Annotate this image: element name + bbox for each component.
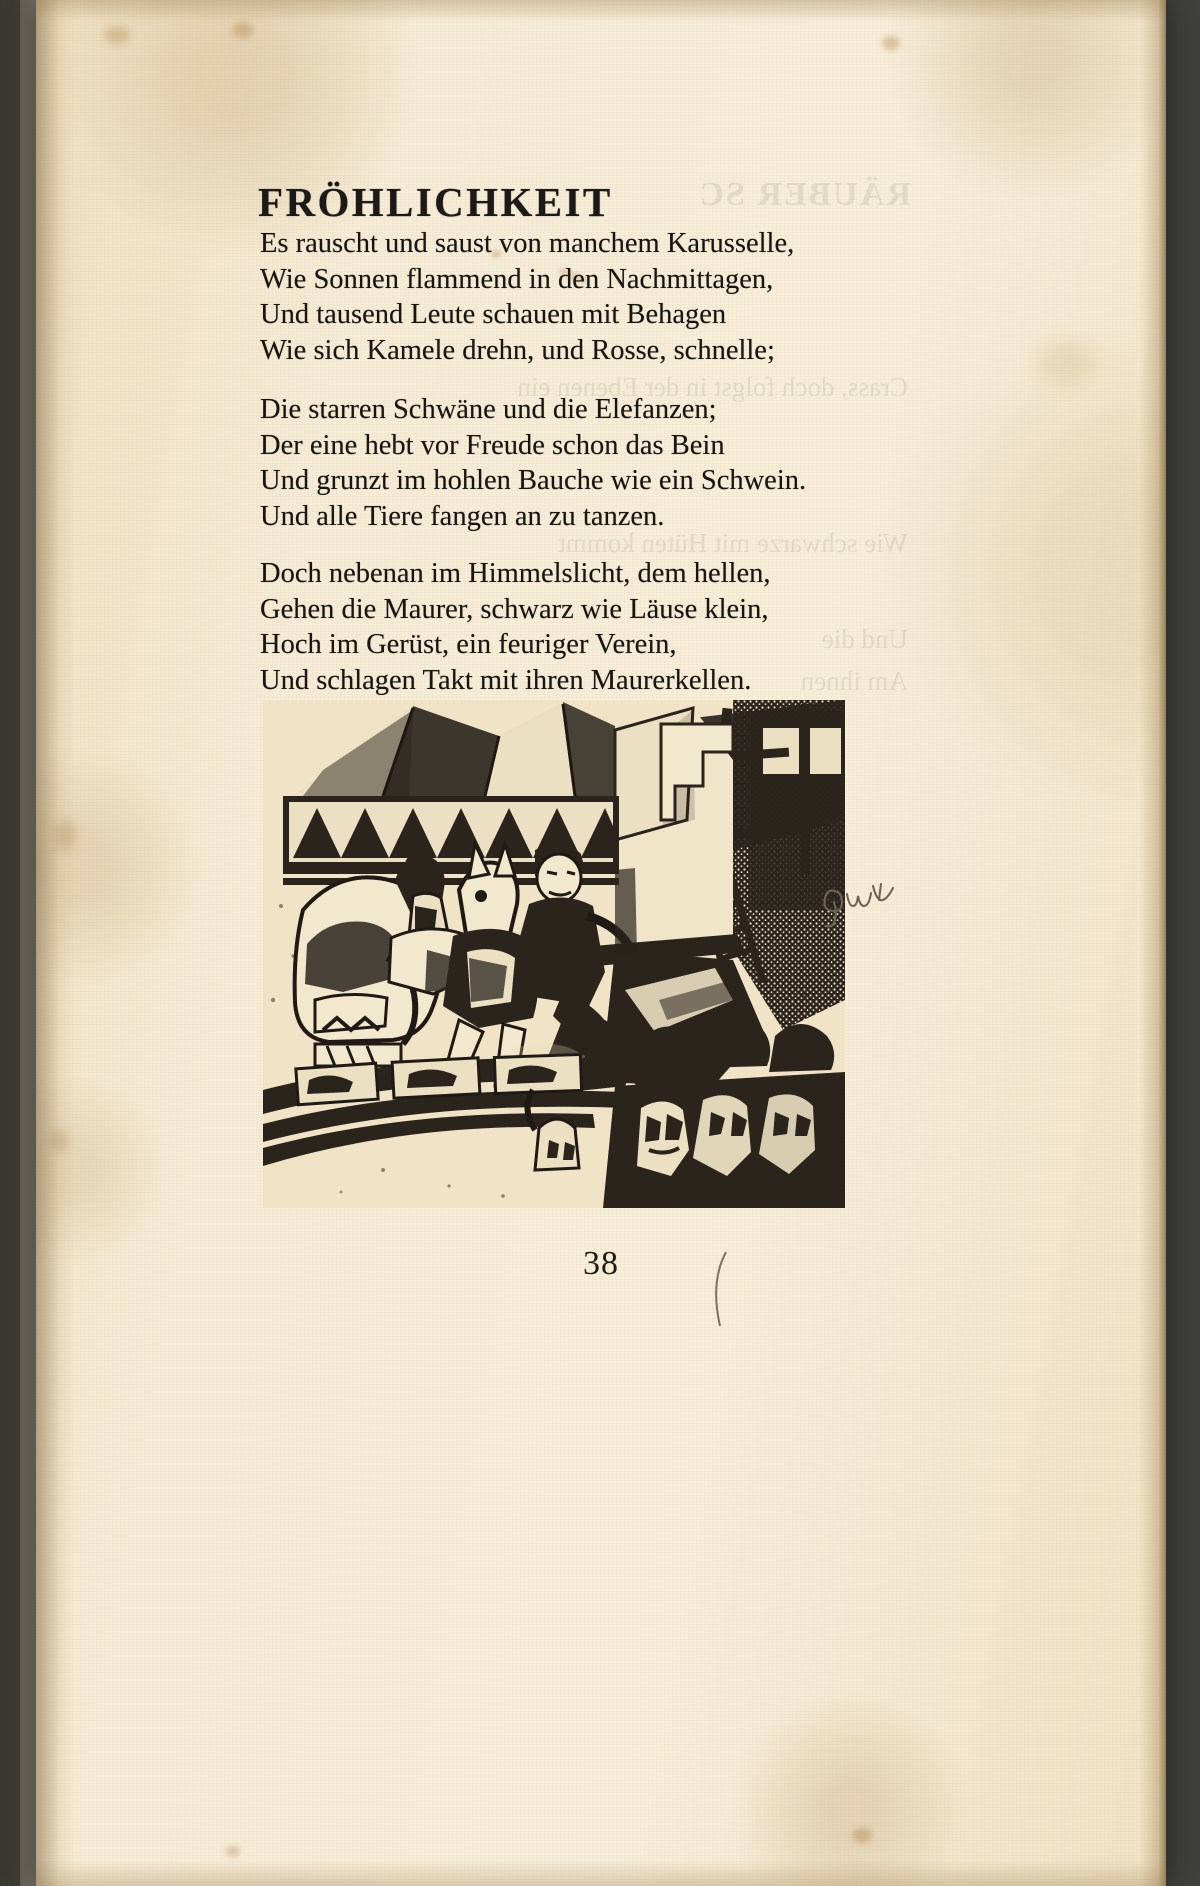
page-sheet (36, 0, 1166, 1886)
poem-line: Und schlagen Takt mit ihren Maurerkellen. (260, 664, 752, 696)
poem-line: Hoch im Gerüst, ein feuriger Verein, (260, 629, 677, 661)
poem-line: Die starren Schwäne und die Elefanzen; (260, 394, 717, 425)
pencil-signature (821, 880, 901, 928)
page-title: FRÖHLICHKEIT (258, 179, 613, 225)
poem-line: Und alle Tiere fangen an zu tanzen. (260, 500, 665, 532)
poem-line: Gehen die Maurer, schwarz wie Läuse klein, (260, 593, 769, 625)
page-content (36, 0, 1166, 1886)
woodcut-illustration (263, 700, 845, 1208)
show-through-line: Wie schwarze mit Hüten kommt (558, 528, 908, 558)
poem-stanza (260, 392, 900, 534)
poem-line: Und tausend Leute schauen mit Behagen (260, 299, 727, 331)
book-spine-shadow (0, 0, 20, 1886)
poem-line: Wie sich Kamele drehn, und Rosse, schnelle; (260, 334, 775, 366)
poem-stanza (260, 226, 900, 368)
poem-line: Doch nebenan im Himmelslicht, dem hellen, (260, 558, 771, 589)
poem-line: Der eine hebt vor Freude schon das Bein (260, 429, 725, 461)
page-left-edge-shadow (36, 0, 76, 1886)
page-number: 38 (583, 1245, 619, 1282)
poem-stanza (260, 556, 900, 698)
poem-line: Und grunzt im hohlen Bauche wie ein Schwein. (260, 465, 807, 497)
page-bottom-edge-shadow (36, 1860, 1166, 1886)
poem-line: Wie Sonnen flammend in den Nachmittagen, (260, 263, 774, 295)
page-right-edge-shadow (1140, 0, 1166, 1886)
poem-line: Es rauscht und saust von manchem Karusselle, (260, 228, 795, 259)
show-through-title: RÄUBER SC (697, 176, 911, 213)
show-through-line: Und die (821, 624, 908, 654)
show-through-line: Crass, doch folgst in der Ebenen ein (517, 372, 908, 402)
pencil-arc-mark (696, 1250, 736, 1330)
show-through-line: Am ihnen (800, 666, 908, 696)
page-top-edge-shadow (36, 0, 1166, 22)
